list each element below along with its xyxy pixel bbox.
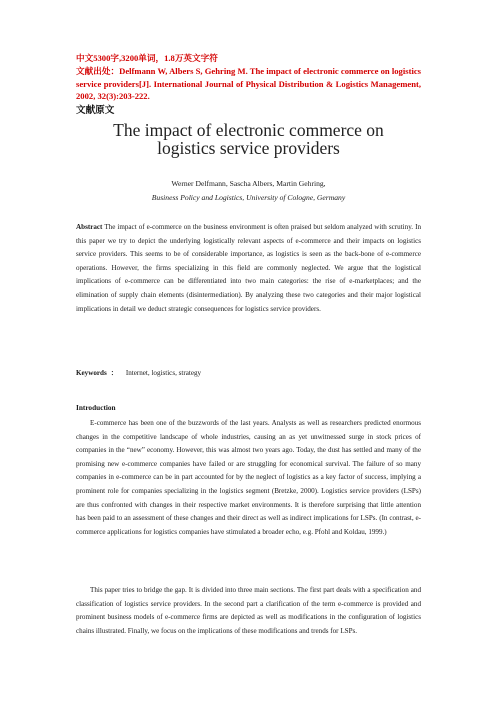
keywords-line <box>76 368 201 378</box>
keywords-colon: ： <box>110 369 118 377</box>
abstract-label: Abstract <box>76 223 103 231</box>
section-heading-introduction: Introduction <box>76 403 116 412</box>
paper-title-line-2: logistics service providers <box>157 138 340 158</box>
keywords-label: Keywords <box>76 369 107 377</box>
abstract-paragraph <box>76 221 421 316</box>
introduction-paragraph-1: E-commerce has been one of the buzzwords of the last years. Analysts as well as researchers predicted enormous changes in the competitive landscape of whole industries, causing an as yet unwitnessed surge in stock prices of companies in the “new” economy. However, this was almost two years ago. Today, the dust has settled and many of the promising new e-commerce companies have failed or are struggling for economical survival. The failure of so many companies in e-commerce can be in part accounted for by the neglect of logistics as a key factor of success, implying a prominent role for companies specializing in the logistics segment (Bretzke, 2000). Logistics service providers (LSPs) are thus confronted with changes in their respective market environments. It is therefore surprising that little attention has been paid to an assessment of these changes and their direct as well as indirect implications for LSPs. (In contrast, e-commerce applications for logistics companies have stimulated a broader echo, e.g. Pfohl and Koldau, 1999.) <box>76 419 421 536</box>
source-citation-text: 文献出处：Delfmann W, Albers S, Gehring M. The impact of electronic commerce on logistics service providers[J]. International Journal of Physical Distribution & Logistics Management, 2002, 32(3):203-222. <box>76 66 421 101</box>
paper-title <box>76 121 421 157</box>
keywords-text: Internet, logistics, strategy <box>125 369 202 377</box>
paper-title-line-1: The impact of electronic commerce on <box>113 120 384 140</box>
introduction-paragraph-2: This paper tries to bridge the gap. It is divided into three main sections. The first part deals with a specification and classification of logistics service providers. In the second part a clarification of the term e-commerce is provided and prominent business models of e-commerce firms are depicted as well as modifications in the configuration of logistics chains illustrated. Finally, we focus on the implications of these modifications and trends for LSPs. <box>76 586 421 635</box>
abstract-text: The impact of e-commerce on the business environment is often praised but seldom analyzed with scrutiny. In this paper we try to depict the underlying logistically relevant aspects of e-commerce and their impacts on logistics service providers. This seems to be of considerable importance, as logistics is seen as the back-bone of e-commerce operations. However, the firms specializing in this field are commonly neglected. We argue that the logistical implications of e-commerce can be differentiated into two main categories: the rise of e-marketplaces; and the elimination of supply chain elements (disintermediation). By analyzing these two categories and their major logistical implications in detail we deduct strategic consequences for logistics service providers. <box>76 223 421 313</box>
paper-affiliation: Business Policy and Logistics, University of Cologne, Germany <box>151 193 346 202</box>
paper-authors: Werner Delfmann, Sascha Albers, Martin Gehring, <box>171 179 326 188</box>
original-text-label: 文献原文 <box>76 105 115 116</box>
word-count-note <box>76 52 421 65</box>
word-count-text: 中文5300字,3200单词，1.8万英文字符 <box>76 53 218 63</box>
source-citation <box>76 65 421 103</box>
